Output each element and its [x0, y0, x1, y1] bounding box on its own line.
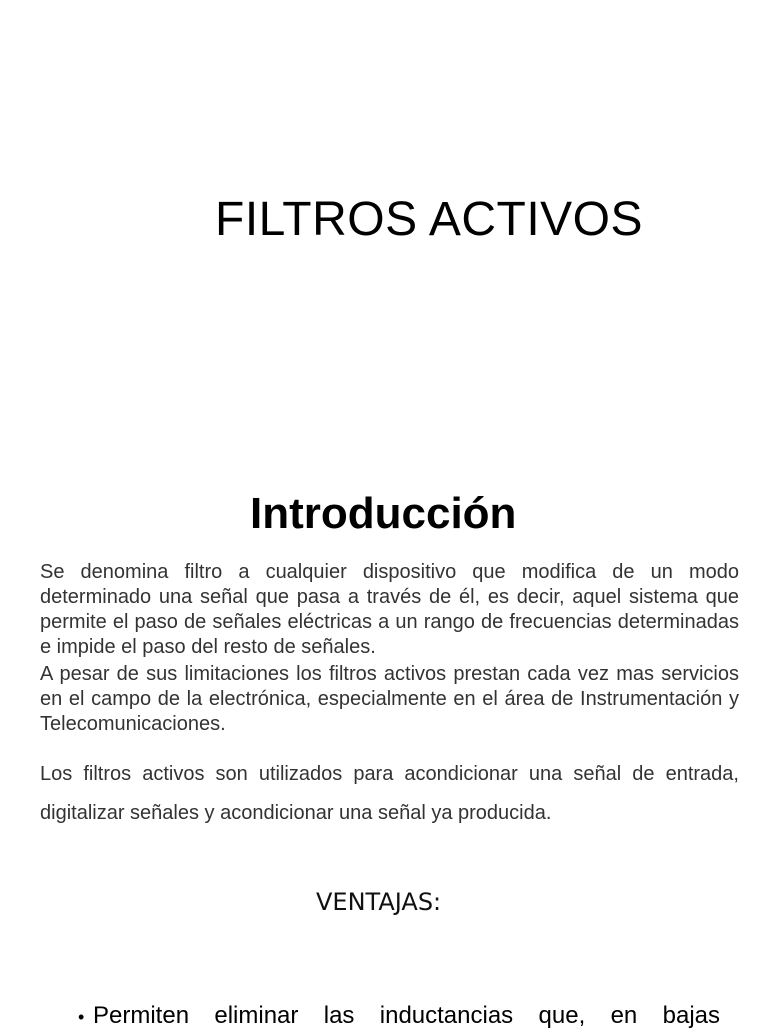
- introduction-heading: Introducción: [250, 489, 517, 538]
- bullet-icon: •: [78, 1007, 85, 1027]
- advantage-item-text: Permiten eliminar las inductancias que, en bajas: [93, 1002, 720, 1029]
- intro-paragraph-2: A pesar de sus limitaciones los filtros activos prestan cada vez mas servicios en el campo de la electrónica, especialmente en el área de Instrumentación y Telecomunicaciones.: [40, 663, 739, 735]
- intro-paragraph-1: Se denomina filtro a cualquier dispositivo que modifica de un modo determinado una señal que pasa a través de él, es decir, aquel sistema que permite el paso de señales eléctricas a un rango de frecuencias determinadas e impide el paso del resto de señales.: [40, 561, 739, 658]
- advantages-heading: VENTAJAS:: [316, 888, 442, 916]
- advantage-list-item: [78, 1000, 720, 1033]
- intro-paragraph-3: Los filtros activos son utilizados para acondicionar una señal de entrada, digitalizar señales y acondicionar una señal ya producida.: [40, 763, 739, 824]
- page-title: FILTROS ACTIVOS: [215, 193, 644, 246]
